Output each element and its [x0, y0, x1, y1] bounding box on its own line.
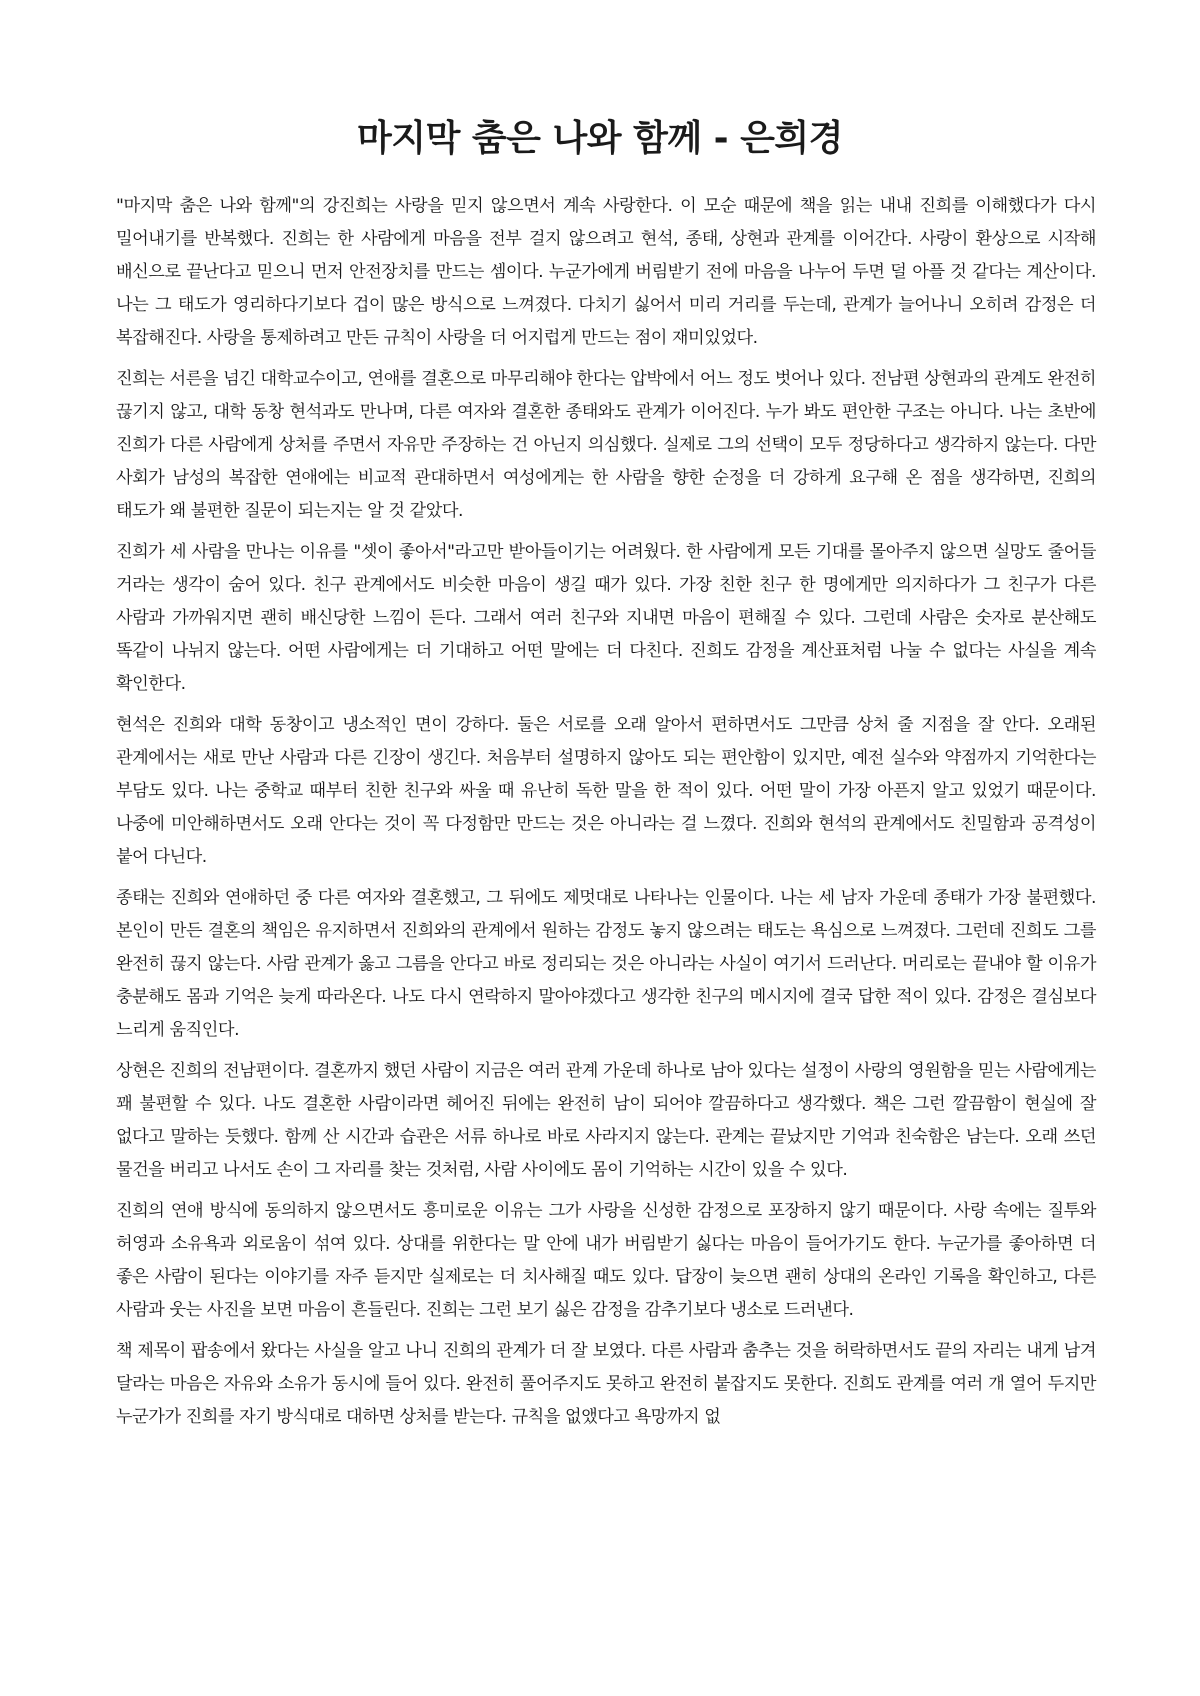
- paragraph: 진희의 연애 방식에 동의하지 않으면서도 흥미로운 이유는 그가 사랑을 신성한 감정으로 포장하지 않기 때문이다. 사랑 속에는 질투와 허영과 소유욕과 외로움이 섞여 있다. 상대를 위한다는 말 안에 내가 버림받기 싫다는 마음이 들어가기도 한다. 누군가를 좋아하면 더 좋은 사람이 된다는 이야기를 자주 듣지만 실제로는 더 치사해질 때도 있다. 답장이 늦으면 괜히 상대의 온라인 기록을 확인하고, 다른 사람과 웃는 사진을 보면 마음이 흔들린다. 진희는 그런 보기 싫은 감정을 감추기보다 냉소로 드러낸다.: [116, 1201, 1096, 1320]
- paragraph: 종태는 진희와 연애하던 중 다른 여자와 결혼했고, 그 뒤에도 제멋대로 나타나는 인물이다. 나는 세 남자 가운데 종태가 가장 불편했다. 본인이 만든 결혼의 책임은 유지하면서 진희와의 관계에서 원하는 감정도 놓지 않으려는 태도는 욕심으로 느껴졌다. 그런데 진희도 그를 완전히 끊지 않는다. 사람 관계가 옳고 그름을 안다고 바로 정리되는 것은 아니라는 사실이 여기서 드러난다. 머리로는 끝내야 할 이유가 충분해도 몸과 기억은 늦게 따라온다. 나도 다시 연락하지 말아야겠다고 생각한 친구의 메시지에 결국 답한 적이 있다. 감정은 결심보다 느리게 움직인다.: [116, 888, 1096, 1040]
- paragraph: 현석은 진희와 대학 동창이고 냉소적인 면이 강하다. 둘은 서로를 오래 알아서 편하면서도 그만큼 상처 줄 지점을 잘 안다. 오래된 관계에서는 새로 만난 사람과 다른 긴장이 생긴다. 처음부터 설명하지 않아도 되는 편안함이 있지만, 예전 실수와 약점까지 기억한다는 부담도 있다. 나는 중학교 때부터 친한 친구와 싸울 때 유난히 독한 말을 한 적이 있다. 어떤 말이 가장 아픈지 알고 있었기 때문이다. 나중에 미안해하면서도 오래 안다는 것이 꼭 다정함만 만드는 것은 아니라는 걸 느꼈다. 진희와 현석의 관계에서도 친밀함과 공격성이 붙어 다닌다.: [116, 715, 1096, 867]
- document-title: 마지막 춤은 나와 함께 - 은희경: [357, 118, 843, 159]
- paragraph: 책 제목이 팝송에서 왔다는 사실을 알고 나니 진희의 관계가 더 잘 보였다. 다른 사람과 춤추는 것을 허락하면서도 끝의 자리는 내게 남겨 달라는 마음은 자유와 소유가 동시에 들어 있다. 완전히 풀어주지도 못하고 완전히 붙잡지도 못한다. 진희도 관계를 여러 개 열어 두지만 누군가가 진희를 자기 방식대로 대하면 상처를 받는다. 규칙을 없앴다고 욕망까지 없: [116, 1341, 1096, 1427]
- paragraph: 상현은 진희의 전남편이다. 결혼까지 했던 사람이 지금은 여러 관계 가운데 하나로 남아 있다는 설정이 사랑의 영원함을 믿는 사람에게는 꽤 불편할 수 있다. 나도 결혼한 사람이라면 헤어진 뒤에는 완전히 남이 되어야 깔끔하다고 생각했다. 책은 그런 깔끔함이 현실에 잘 없다고 말하는 듯했다. 함께 산 시간과 습관은 서류 하나로 바로 사라지지 않는다. 관계는 끝났지만 기억과 친숙함은 남는다. 오래 쓰던 물건을 버리고 나서도 손이 그 자리를 찾는 것처럼, 사람 사이에도 몸이 기억하는 시간이 있을 수 있다.: [116, 1061, 1096, 1180]
- document-body: [116, 190, 1096, 1442]
- paragraph: "마지막 춤은 나와 함께"의 강진희는 사랑을 믿지 않으면서 계속 사랑한다. 이 모순 때문에 책을 읽는 내내 진희를 이해했다가 다시 밀어내기를 반복했다. 진희는 한 사람에게 마음을 전부 걸지 않으려고 현석, 종태, 상현과 관계를 이어간다. 사랑이 환상으로 시작해 배신으로 끝난다고 믿으니 먼저 안전장치를 만드는 셈이다. 누군가에게 버림받기 전에 마음을 나누어 두면 덜 아플 것 같다는 계산이다. 나는 그 태도가 영리하다기보다 겁이 많은 방식으로 느껴졌다. 다치기 싫어서 미리 거리를 두는데, 관계가 늘어나니 오히려 감정은 더 복잡해진다. 사랑을 통제하려고 만든 규칙이 사랑을 더 어지럽게 만드는 점이 재미있었다.: [116, 196, 1096, 348]
- paragraph: 진희가 세 사람을 만나는 이유를 "셋이 좋아서"라고만 받아들이기는 어려웠다. 한 사람에게 모든 기대를 몰아주지 않으면 실망도 줄어들 거라는 생각이 숨어 있다. 친구 관계에서도 비슷한 마음이 생길 때가 있다. 가장 친한 친구 한 명에게만 의지하다가 그 친구가 다른 사람과 가까워지면 괜히 배신당한 느낌이 든다. 그래서 여러 친구와 지내면 마음이 편해질 수 있다. 그런데 사람은 숫자로 분산해도 똑같이 나뉘지 않는다. 어떤 사람에게는 더 기대하고 어떤 말에는 더 다친다. 진희도 감정을 계산표처럼 나눌 수 없다는 사실을 계속 확인한다.: [116, 542, 1096, 694]
- paragraph: 진희는 서른을 넘긴 대학교수이고, 연애를 결혼으로 마무리해야 한다는 압박에서 어느 정도 벗어나 있다. 전남편 상현과의 관계도 완전히 끊기지 않고, 대학 동창 현석과도 만나며, 다른 여자와 결혼한 종태와도 관계가 이어진다. 누가 봐도 편안한 구조는 아니다. 나는 초반에 진희가 다른 사람에게 상처를 주면서 자유만 주장하는 건 아닌지 의심했다. 실제로 그의 선택이 모두 정당하다고 생각하지 않는다. 다만 사회가 남성의 복잡한 연애에는 비교적 관대하면서 여성에게는 한 사람을 향한 순정을 더 강하게 요구해 온 점을 생각하면, 진희의 태도가 왜 불편한 질문이 되는지는 알 것 같았다.: [116, 369, 1096, 521]
